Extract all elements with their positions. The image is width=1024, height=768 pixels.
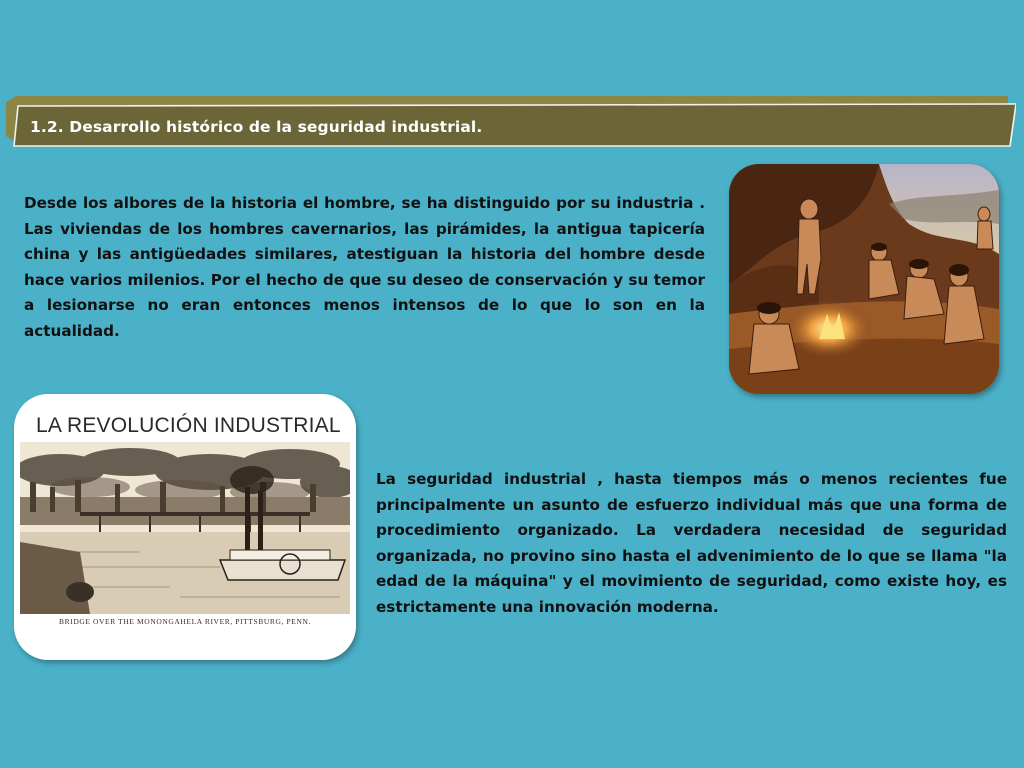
cave-people-image [729, 164, 999, 394]
pittsburgh-engraving-image [20, 442, 350, 614]
page-title: 1.2. Desarrollo histórico de la seguridad industrial. [30, 118, 483, 136]
engraving-caption: BRIDGE OVER THE MONONGAHELA RIVER, PITTSBURG, PENN. [59, 617, 311, 626]
safety-paragraph: La seguridad industrial , hasta tiempos más o menos recientes fue principalmente un asunto de esfuerzo individual más que una forma de procedimiento organizado. La verdadera necesidad de seguridad organizada, no provino sino hasta el advenimiento de lo que se llama "la edad de la máquina" y el movimiento de seguridad, como existe hoy, es estrictamente una innovación moderna. [376, 470, 1007, 616]
title-banner [6, 96, 1016, 148]
industrial-revolution-heading: LA REVOLUCIÓN INDUSTRIAL [36, 414, 341, 437]
industrial-revolution-card [14, 394, 356, 660]
intro-paragraph: Desde los albores de la historia el hombre, se ha distinguido por su industria . Las viviendas de los hombres cavernarios, las pirámides, la antigua tapicería china y las antigüedades similares, atestiguan la historia del hombre desde hace varios milenios. Por el hecho de que su deseo de conservación y su temor a lesionarse no eran entonces menos intensos de lo que lo son en la actualidad. [24, 194, 705, 340]
